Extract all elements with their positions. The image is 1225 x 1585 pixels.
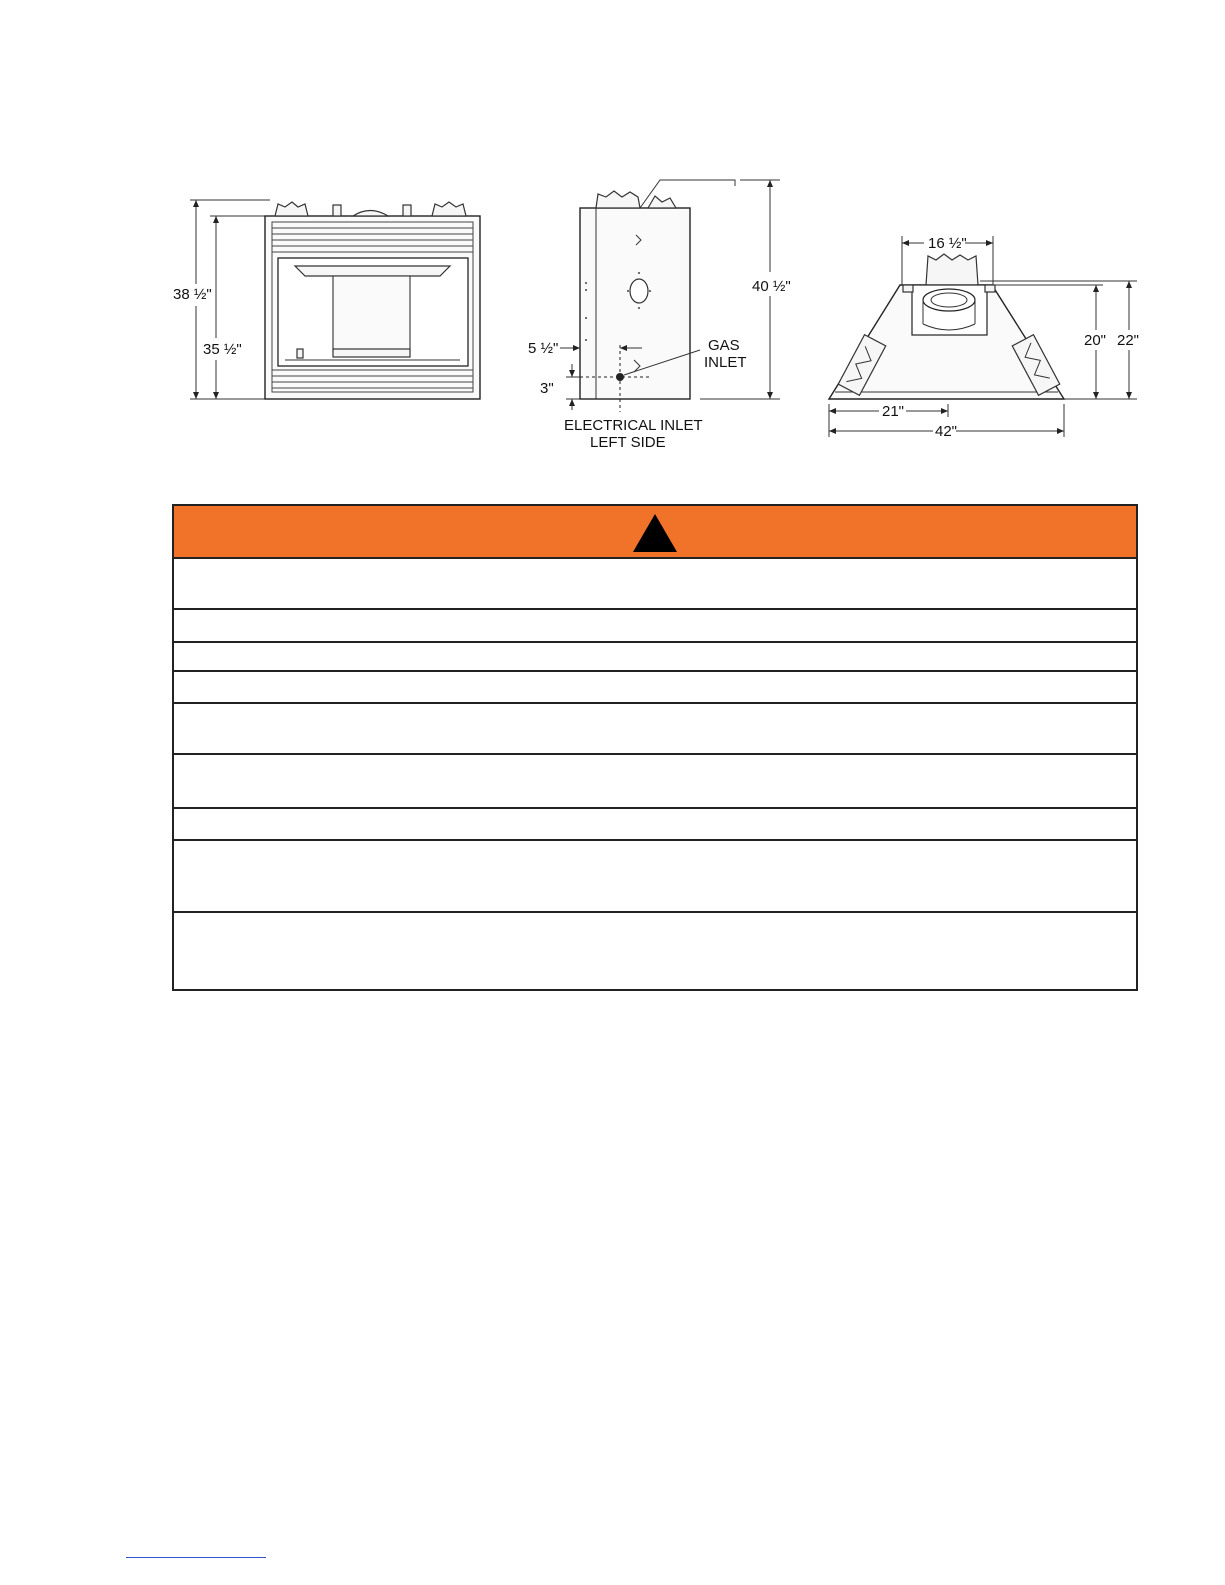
- front-view-diagram: [190, 200, 480, 399]
- top-total-width-label: 42": [935, 423, 958, 440]
- warning-triangle-icon: [633, 514, 677, 552]
- gas-inlet-label-line2: INLET: [704, 354, 747, 371]
- side-height-label: 40 ½": [752, 278, 791, 295]
- front-overall-height-label: 38 ½": [173, 286, 212, 303]
- warning-row-8: [174, 841, 1136, 913]
- warning-box: [172, 504, 1138, 991]
- side-electrical-height-label: 3": [540, 380, 554, 397]
- warning-row-3: [174, 643, 1136, 672]
- top-depth-outer-label: 22": [1117, 332, 1140, 349]
- footer-link-rule[interactable]: [126, 1557, 266, 1558]
- gas-inlet-label-line1: GAS: [708, 337, 740, 354]
- warning-row-2: [174, 610, 1136, 643]
- dimension-drawings: [0, 0, 1225, 480]
- top-half-width-label: 21": [882, 403, 905, 420]
- electrical-inlet-label-line2: LEFT SIDE: [590, 434, 666, 451]
- warning-header: [174, 506, 1136, 559]
- warning-row-1: [174, 559, 1136, 610]
- warning-row-4: [174, 672, 1136, 704]
- warning-row-6: [174, 755, 1136, 809]
- side-view-diagram: [560, 180, 780, 412]
- warning-row-5: [174, 704, 1136, 755]
- warning-row-9: [174, 913, 1136, 989]
- warning-row-7: [174, 809, 1136, 841]
- electrical-inlet-label-line1: ELECTRICAL INLET: [564, 417, 703, 434]
- front-opening-height-label: 35 ½": [203, 341, 242, 358]
- side-gas-offset-label: 5 ½": [528, 340, 559, 357]
- top-width-label: 16 ½": [928, 235, 967, 252]
- top-depth-inner-label: 20": [1084, 332, 1107, 349]
